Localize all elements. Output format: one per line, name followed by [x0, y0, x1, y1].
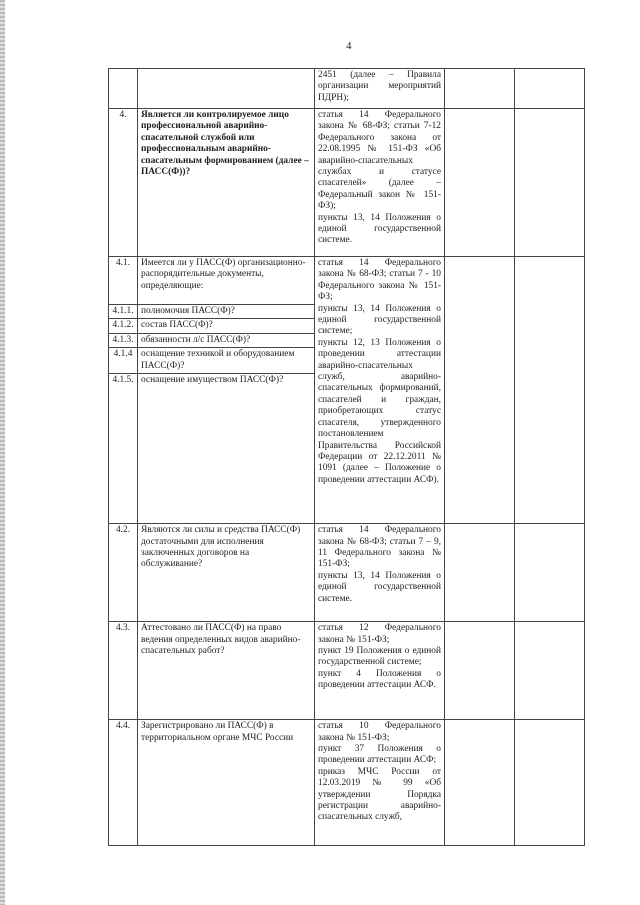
answer-cell [445, 622, 515, 720]
question-cell: Аттестовано ли ПАСС(Ф) на право ведения определенных видов аварийно-спасательных работ? [138, 622, 315, 720]
item-number: 4.1.1. [109, 305, 138, 319]
table-row [109, 622, 585, 720]
question-cell: Являются ли силы и средства ПАСС(Ф) достаточными для исполнения заключенных договоров на обслуживание? [138, 524, 315, 622]
table-row [109, 524, 585, 622]
page-number: 4 [346, 40, 352, 52]
note-cell [515, 524, 585, 622]
table-row [109, 69, 585, 109]
question-cell: Зарегистрировано ли ПАСС(Ф) в территориальном органе МЧС России [138, 720, 315, 846]
scan-edge [0, 0, 5, 905]
note-cell [515, 257, 585, 524]
legal-basis-text: приказ МЧС России от 12.03.2019 № 99 «Об утверждении Порядка регистрации аварийно-спасательных служб, [318, 766, 441, 823]
legal-basis-text: пункты 13, 14 Положения о единой государственной системе; [318, 303, 441, 337]
legal-basis-cell [315, 720, 445, 846]
answer-cell [445, 69, 515, 109]
item-number [109, 69, 138, 109]
answer-cell [445, 720, 515, 846]
question-cell: состав ПАСС(Ф)? [138, 319, 315, 333]
note-cell [515, 622, 585, 720]
legal-basis-text: статья 12 Федерального закона № 151-ФЗ; [318, 623, 441, 645]
item-number: 4.1. [109, 257, 138, 305]
item-number: 4.1.4 [109, 348, 138, 374]
question-cell: оснащение имуществом ПАСС(Ф)? [138, 374, 315, 524]
legal-basis-text: пункты 13, 14 Положения о единой государственной системе. [318, 212, 441, 246]
item-number: 4.3. [109, 622, 138, 720]
table-row [109, 257, 585, 305]
legal-basis-text: статья 10 Федерального закона № 151-ФЗ; [318, 721, 441, 743]
legal-basis-cell: 2451 (далее – Правила организации мероприятий ПДРН); [315, 69, 445, 109]
checklist-table [108, 68, 585, 846]
question-cell: обязанности л/с ПАСС(Ф)? [138, 333, 315, 347]
note-cell [515, 720, 585, 846]
question-cell [138, 69, 315, 109]
question-cell: оснащение техникой и оборудованием ПАСС(Ф)? [138, 348, 315, 374]
answer-cell [445, 109, 515, 257]
legal-basis-text: статья 14 Федерального закона № 68-ФЗ; статьи 7 – 9, 11 Федерального закона № 151-ФЗ; [318, 525, 441, 570]
answer-cell [445, 257, 515, 524]
legal-basis-text: пункт 4 Положения о проведении аттестации АСФ. [318, 668, 441, 691]
legal-basis-text: статья 14 Федерального закона № 68-ФЗ; статьи 7 - 10 Федерального закона № 151-ФЗ; [318, 258, 441, 303]
note-cell [515, 69, 585, 109]
note-cell [515, 109, 585, 257]
item-number: 4.1.3. [109, 333, 138, 347]
legal-basis-cell [315, 109, 445, 257]
legal-basis-text: пункты 12, 13 Положения о проведении аттестации аварийно-спасательных служб, аварийно-спасательных формирований, спасателей и граждан, приобретающих статус спасателя, утвержденного постановлением Правительства Российской Федерации от 22.12.2011 № 1091 (далее – Положение о проведении аттестации АСФ). [318, 337, 441, 485]
item-number: 4.1.2. [109, 319, 138, 333]
item-number: 4.1.5. [109, 374, 138, 524]
table-row [109, 720, 585, 846]
answer-cell [445, 524, 515, 622]
question-cell: Является ли контролируемое лицо профессиональной аварийно-спасательной службой или профессиональным аварийно-спасательным формированием (далее – ПАСС(Ф))? [138, 109, 315, 257]
question-cell: Имеется ли у ПАСС(Ф) организационно-распорядительные документы, определяющие: [138, 257, 315, 305]
legal-basis-text: пункты 13, 14 Положения о единой государственной системе. [318, 570, 441, 604]
item-number: 4.4. [109, 720, 138, 846]
legal-basis-text: пункт 37 Положения о проведении аттестации АСФ; [318, 744, 441, 766]
legal-basis-text: статья 14 Федерального закона № 68-ФЗ; статьи 7-12 Федерального закона от 22.08.1995 № 151-ФЗ «Об аварийно-спасательных службах и статусе спасателей» (далее – Федеральный закон № 151-ФЗ); [318, 110, 441, 212]
legal-basis-text: пункт 19 Положения о единой государственной системе; [318, 646, 441, 668]
table-row [109, 109, 585, 257]
question-cell: полномочия ПАСС(Ф)? [138, 305, 315, 319]
legal-basis-cell [315, 524, 445, 622]
legal-basis-cell [315, 622, 445, 720]
item-number: 4.2. [109, 524, 138, 622]
legal-basis-cell [315, 257, 445, 524]
item-number: 4. [109, 109, 138, 257]
